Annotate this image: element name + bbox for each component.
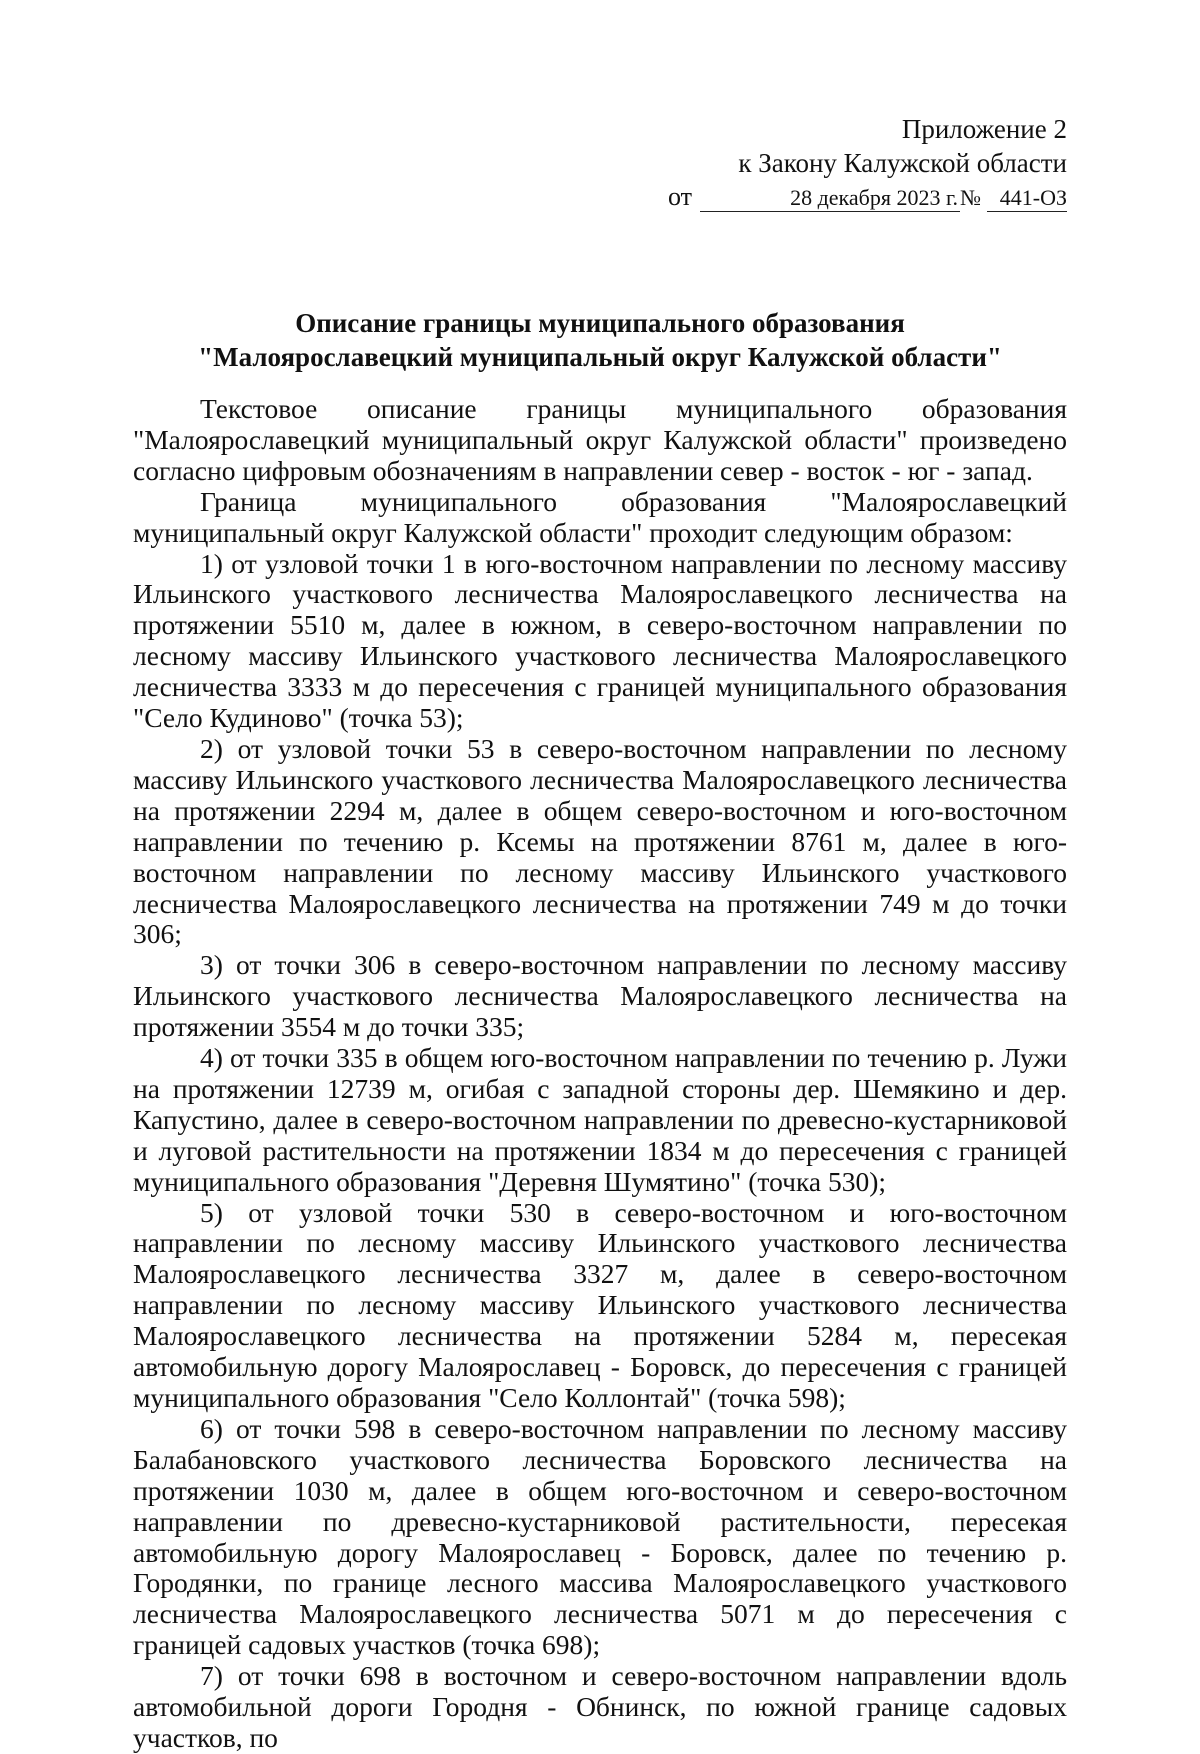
document-body	[133, 394, 1067, 1754]
paragraph-item-7: 7) от точки 698 в восточном и северо-восточном направлении вдоль автомобильной дороги Городня - Обнинск, по южной границе садовых участков, по	[133, 1660, 1067, 1753]
title-line-2: "Малоярославецкий муниципальный округ Калужской области"	[198, 342, 1002, 372]
number-label: №	[960, 185, 981, 210]
law-reference: к Закону Калужской области	[738, 148, 1067, 178]
title-line-1: Описание границы муниципального образования	[295, 308, 905, 338]
paragraph-item-3: 3) от точки 306 в северо-восточном направлении по лесному массиву Ильинского участкового лесничества Малоярославецкого лесничества на протяжении 3554 м до точки 335;	[133, 949, 1067, 1043]
paragraph-item-1: 1) от узловой точки 1 в юго-восточном направлении по лесному массиву Ильинского участкового лесничества Малоярославецкого лесничества на протяжении 5510 м, далее в южном, в северо-восточном направлении по лесному массиву Ильинского участкового лесничества Малоярославецкого лесничества 3333 м до пересечения с границей муниципального образования "Село Кудиново" (точка 53);	[133, 547, 1067, 734]
law-date-line	[668, 180, 1067, 215]
paragraph-item-5: 5) от узловой точки 530 в северо-восточном и юго-восточном направлении по лесному массиву Ильинского участкового лесничества Малоярославецкого лесничества 3327 м, далее в северо-восточном направлении по лесному массиву Ильинского участкового лесничества Малоярославецкого лесничества на протяжении 5284 м, пересекая автомобильную дорогу Малоярославец - Боровск, до пересечения с границей муниципального образования "Село Коллонтай" (точка 598);	[133, 1196, 1067, 1413]
paragraph-item-6: 6) от точки 598 в северо-восточном направлении по лесному массиву Балабановского участкового лесничества Боровского лесничества на протяжении 1030 м, далее в общем юго-восточном и северо-восточном направлении по древесно-кустарниковой растительности, пересекая автомобильную дорогу Малоярославец - Боровск, далее по течению р. Городянки, по границе лесного массива Малоярославецкого участкового лесничества Малоярославецкого лесничества 5071 м до пересечения с границей садовых участков (точка 698);	[133, 1412, 1067, 1661]
paragraph-item-4: 4) от точки 335 в общем юго-восточном направлении по течению р. Лужи на протяжении 12739 м, огибая с западной стороны дер. Шемякино и дер. Капустино, далее в северо-восточном направлении по древесно-кустарниковой и луговой растительности на протяжении 1834 м до пересечения с границей муниципального образования "Деревня Шумятино" (точка 530);	[133, 1042, 1067, 1197]
paragraph-intro: Текстовое описание границы муниципального образования "Малоярославецкий муниципальный округ Калужской области" произведено согласно цифровым обозначениям в направлении север - восток - юг - запад.	[133, 393, 1067, 486]
paragraph-item-2: 2) от узловой точки 53 в северо-восточном направлении по лесному массиву Ильинского участкового лесничества Малоярославецкого лесничества на протяжении 2294 м, далее в общем северо-восточном и юго-восточном направлении по течению р. Ксемы на протяжении 8761 м, далее в юго-восточном направлении по лесному массиву Ильинского участкового лесничества Малоярославецкого лесничества на протяжении 749 м до точки 306;	[133, 732, 1067, 950]
paragraph-boundary-lead: Граница муниципального образования "Малоярославецкий муниципальный округ Калужской области" проходит следующим образом:	[133, 485, 1067, 548]
from-label: от	[667, 182, 692, 211]
law-number: 441-ОЗ	[987, 185, 1067, 212]
appendix-block	[668, 112, 1067, 215]
appendix-label: Приложение 2	[901, 114, 1067, 144]
law-date: 28 декабря 2023 г.	[700, 185, 960, 212]
document-title	[130, 306, 1070, 374]
